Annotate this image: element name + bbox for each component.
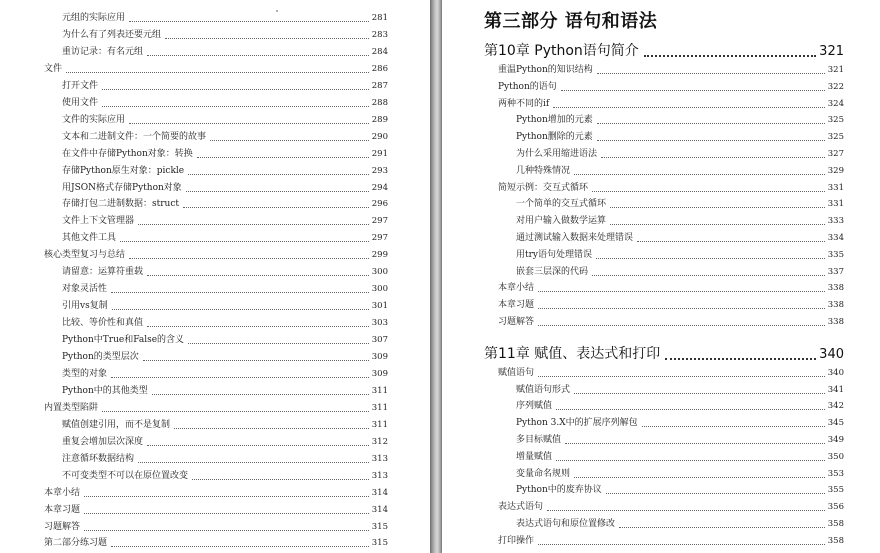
toc-entry-page: 293	[371, 165, 388, 176]
toc-entry-title: 类型的对象	[62, 368, 108, 379]
dot-leader	[188, 174, 369, 175]
toc-entry-page: 355	[827, 485, 844, 496]
toc-entry-page: 327	[827, 149, 844, 159]
toc-entry	[516, 484, 844, 496]
toc-entry-title: 重复会增加层次深度	[62, 436, 144, 447]
toc-entry-title: 几种特殊情况	[516, 165, 571, 176]
toc-entry	[62, 351, 388, 363]
toc-entry-page: 284	[371, 46, 388, 57]
dot-leader	[66, 72, 369, 73]
toc-entry-title: 表达式语句	[498, 502, 544, 513]
toc-entry-page: 315	[371, 521, 388, 532]
toc-entry-title: 重温Python的知识结构	[498, 65, 593, 75]
toc-entry	[62, 266, 388, 278]
dot-leader	[152, 394, 369, 395]
toc-entry-page: 289	[371, 114, 388, 125]
toc-entry-title: Python删除的元素	[516, 132, 593, 143]
toc-entry-title: Python中True和False的含义	[62, 335, 185, 346]
toc-entry-page: 314	[371, 487, 388, 498]
toc-entry-title: 文本和二进制文件：一个简要的故事	[62, 131, 207, 142]
toc-entry-title: 引用vs复制	[62, 301, 108, 312]
left-page	[0, 0, 430, 553]
toc-entry	[516, 417, 844, 429]
toc-entry	[44, 249, 388, 261]
toc-entry-page: 315	[371, 538, 388, 549]
toc-entry-title: Python的类型层次	[62, 352, 139, 362]
dot-leader	[129, 21, 369, 22]
toc-entry-page: 313	[371, 470, 388, 481]
toc-entry-title: 在文件中存储Python对象：转换	[62, 148, 193, 159]
dot-leader	[538, 291, 825, 292]
toc-entry	[62, 29, 388, 41]
toc-entry-title: Python的语句	[498, 81, 557, 92]
toc-entry	[516, 249, 844, 261]
toc-entry-page: 338	[827, 317, 844, 327]
dot-leader	[143, 360, 369, 361]
toc-entry	[498, 182, 844, 194]
toc-entry-title: 本章小结	[44, 487, 81, 498]
toc-entry	[516, 198, 844, 210]
toc-entry	[498, 98, 844, 110]
toc-entry-page: 338	[827, 283, 844, 294]
toc-entry	[516, 518, 844, 530]
toc-entry-page: 334	[827, 233, 844, 243]
toc-entry-title: 本章习题	[44, 504, 81, 515]
toc-entry-title: 文件	[44, 63, 63, 74]
toc-entry	[62, 80, 388, 92]
toc-entry	[62, 148, 388, 160]
toc-entry-page: 303	[371, 318, 388, 329]
toc-entry-title: 表达式语句和原位置修改	[516, 519, 616, 529]
toc-entry-title: 使用文件	[62, 97, 99, 108]
toc-entry	[44, 487, 388, 499]
toc-entry-title: 序列赋值	[516, 401, 553, 412]
toc-entry-title: 为什么采用缩进语法	[516, 149, 598, 159]
toc-entry-page: 325	[827, 132, 844, 143]
dot-leader	[147, 55, 369, 56]
toc-entry-page: 358	[827, 535, 844, 546]
toc-entry	[62, 12, 388, 24]
toc-entry	[62, 182, 388, 194]
toc-entry-title: 对用户输入做数学运算	[516, 216, 607, 227]
toc-entry-title: 注意循环数据结构	[62, 453, 135, 464]
toc-entry-title: 变量命名规则	[516, 468, 571, 479]
dot-leader	[597, 123, 825, 124]
toc-entry-title: 通过测试输入数据来处理错误	[516, 233, 634, 243]
toc-entry-title: Python中的其他类型	[62, 385, 148, 396]
dot-leader	[597, 140, 825, 141]
toc-entry-page: 297	[371, 216, 388, 227]
dot-leader	[197, 157, 369, 158]
toc-entry-page: 340	[819, 346, 844, 362]
toc-entry	[44, 504, 388, 516]
toc-entry	[498, 282, 844, 294]
dot-leader	[606, 493, 825, 494]
dot-leader	[186, 191, 369, 192]
dot-leader	[147, 326, 369, 327]
toc-entry	[62, 215, 388, 227]
toc-entry-page: 288	[371, 97, 388, 108]
dot-leader	[84, 496, 369, 497]
toc-entry-page: 281	[371, 13, 388, 23]
toc-entry-page: 309	[371, 368, 388, 379]
toc-entry	[62, 419, 388, 431]
toc-entry-title: 打印操作	[498, 535, 535, 546]
toc-entry-title: 为什么有了列表还要元组	[62, 29, 162, 40]
toc-entry-title: 请留意：运算符重载	[62, 267, 144, 278]
toc-entry-title: 两种不同的if	[498, 98, 550, 109]
toc-entry	[44, 521, 388, 533]
toc-entry-title: 第二部分练习题	[44, 538, 108, 549]
toc-entry-page: 300	[371, 284, 388, 295]
toc-entry-page: 287	[371, 80, 388, 91]
toc-entry	[62, 453, 388, 465]
dot-leader	[644, 55, 816, 57]
dot-leader	[556, 409, 825, 410]
dot-leader	[665, 358, 816, 360]
toc-entry-title: 重访记录：有名元组	[62, 46, 144, 57]
toc-entry-title: 文件的实际应用	[62, 114, 126, 125]
toc-entry	[62, 368, 388, 380]
toc-entry	[62, 114, 388, 126]
toc-entry-title: 打开文件	[62, 80, 99, 91]
toc-entry	[498, 535, 844, 547]
toc-entry-title: 本章习题	[498, 300, 535, 311]
dot-leader	[574, 393, 825, 394]
toc-entry-page: 290	[371, 131, 388, 142]
dot-leader	[111, 377, 369, 378]
dot-leader	[147, 445, 369, 446]
toc-entry	[516, 114, 844, 126]
dot-leader	[574, 477, 825, 478]
dot-leader	[642, 426, 825, 427]
toc-entry	[62, 232, 388, 244]
dot-leader	[574, 174, 825, 175]
dot-leader	[592, 275, 825, 276]
dot-leader	[619, 527, 825, 528]
toc-entry-page: 337	[827, 266, 844, 277]
dot-leader	[111, 546, 369, 547]
toc-entry	[516, 266, 844, 278]
toc-entry-page: 322	[827, 81, 844, 92]
toc-entry	[516, 384, 844, 396]
toc-entry-page: 321	[827, 65, 844, 75]
toc-entry-page: 299	[371, 250, 388, 261]
toc-entry-page: 321	[819, 44, 844, 59]
toc-entry-page: 283	[371, 29, 388, 40]
dot-leader	[538, 308, 825, 309]
toc-entry-page: 294	[371, 182, 388, 193]
toc-entry-title: 简短示例：交互式循环	[498, 182, 589, 193]
toc-entry	[62, 385, 388, 397]
toc-entry-title: 不可变类型不可以在原位置改变	[62, 470, 189, 481]
toc-entry	[44, 402, 388, 414]
toc-entry	[62, 283, 388, 295]
toc-entry-title: 对象灵活性	[62, 284, 108, 295]
toc-entry	[498, 367, 844, 379]
dot-leader	[147, 275, 369, 276]
toc-entry-title: Python中的废弃协议	[516, 485, 602, 496]
chapter-heading	[484, 345, 844, 363]
toc-entry	[516, 215, 844, 227]
toc-entry-page: 296	[371, 199, 388, 210]
dot-leader	[165, 38, 369, 39]
toc-entry-page: 312	[371, 436, 388, 447]
toc-entry-page: 335	[827, 249, 844, 260]
toc-entry-title: 习题解答	[44, 521, 81, 532]
toc-entry-title: 存储Python原生对象：pickle	[62, 165, 185, 176]
toc-entry	[516, 468, 844, 480]
toc-entry-page: 331	[827, 182, 844, 193]
toc-entry-page: 311	[371, 385, 388, 396]
toc-entry	[62, 198, 388, 210]
toc-entry-page: 345	[827, 418, 844, 429]
toc-entry-title: 习题解答	[498, 317, 535, 327]
dot-leader	[102, 106, 369, 107]
dot-leader	[596, 258, 825, 259]
toc-entry-page: 341	[827, 384, 844, 395]
dot-leader	[556, 460, 825, 461]
toc-entry	[62, 470, 388, 482]
toc-entry-title: 本章小结	[498, 283, 535, 294]
chapter-heading	[484, 42, 844, 60]
toc-entry	[516, 232, 844, 244]
dot-leader	[610, 224, 825, 225]
toc-entry-title: 多目标赋值	[516, 435, 562, 445]
dot-leader	[538, 544, 825, 545]
dot-leader	[637, 241, 825, 242]
part-title: 第三部分 语句和语法	[484, 11, 658, 32]
dot-leader	[183, 207, 369, 208]
toc-entry-title: 用JSON格式存储Python对象	[62, 182, 182, 193]
dot-leader	[538, 376, 825, 377]
toc-entry-page: 353	[827, 468, 844, 479]
dot-leader	[565, 443, 825, 444]
toc-entry-page: 342	[827, 401, 844, 412]
dot-leader	[112, 309, 369, 310]
toc-entry	[62, 317, 388, 329]
toc-entry	[62, 97, 388, 109]
dot-leader	[601, 157, 825, 158]
toc-entry-page: 340	[827, 367, 844, 378]
toc-entry-title: 第10章 Python语句简介	[484, 43, 639, 59]
toc-entry-page: 331	[827, 199, 844, 210]
toc-entry-page: 311	[371, 419, 388, 430]
dot-leader	[597, 73, 825, 74]
toc-entry-title: 第11章 赋值、表达式和打印	[484, 345, 661, 362]
toc-entry-page: 329	[827, 165, 844, 176]
toc-entry-page: 358	[827, 519, 844, 529]
toc-entry-title: 赋值语句形式	[516, 384, 571, 395]
dot-leader	[138, 462, 369, 463]
toc-entry	[498, 501, 844, 513]
toc-entry	[516, 434, 844, 446]
toc-entry	[62, 300, 388, 312]
dot-leader	[592, 191, 825, 192]
dot-leader	[129, 123, 369, 124]
toc-entry-page: 324	[827, 98, 844, 109]
dot-leader	[102, 89, 369, 90]
toc-entry-title: 核心类型复习与总结	[44, 250, 126, 261]
toc-entry-page: 333	[827, 216, 844, 227]
toc-entry-page: 301	[371, 301, 388, 312]
toc-entry-title: 其他文件工具	[62, 233, 117, 244]
toc-entry-title: 赋值语句	[498, 367, 535, 378]
dot-leader	[111, 292, 369, 293]
toc-entry	[62, 436, 388, 448]
toc-entry	[498, 64, 844, 76]
toc-entry-title: 用try语句处理错误	[516, 249, 593, 260]
toc-entry-page: 350	[827, 451, 844, 462]
dot-leader	[84, 513, 369, 514]
toc-entry-page: 307	[371, 335, 388, 346]
dot-leader	[538, 325, 825, 326]
toc-entry-title: 元组的实际应用	[62, 13, 126, 23]
toc-entry-page: 309	[371, 352, 388, 362]
dot-leader	[547, 510, 825, 511]
dot-leader	[120, 241, 369, 242]
toc-entry-title: 增量赋值	[516, 451, 553, 462]
toc-entry-page: 300	[371, 267, 388, 278]
dot-leader	[610, 207, 825, 208]
toc-entry-title: 一个简单的交互式循环	[516, 199, 607, 210]
toc-entry	[516, 148, 844, 160]
toc-entry-title: Python 3.X中的扩展序列解包	[516, 418, 638, 429]
toc-entry-page: 297	[371, 233, 388, 244]
toc-entry-page: 286	[371, 63, 388, 74]
toc-entry-page: 356	[827, 502, 844, 513]
toc-entry	[62, 46, 388, 58]
toc-entry-title: 比较、等价性和真值	[62, 318, 144, 329]
toc-entry-title: 赋值创建引用，而不是复制	[62, 419, 171, 430]
dot-leader	[129, 258, 369, 259]
right-page	[442, 0, 880, 553]
toc-entry	[516, 400, 844, 412]
book-gutter	[430, 0, 442, 553]
toc-entry-page: 349	[827, 435, 844, 445]
toc-entry	[62, 131, 388, 143]
dot-leader	[102, 411, 369, 412]
dot-leader	[561, 90, 825, 91]
toc-entry	[44, 63, 388, 75]
toc-entry	[44, 537, 388, 549]
dot-leader	[192, 479, 369, 480]
toc-entry-page: 325	[827, 115, 844, 126]
toc-entry	[498, 81, 844, 93]
toc-entry	[498, 299, 844, 311]
dot-leader	[210, 140, 369, 141]
toc-entry-page: 338	[827, 300, 844, 311]
toc-entry	[62, 334, 388, 346]
toc-entry-title: Python增加的元素	[516, 115, 593, 126]
toc-entry-page: 313	[371, 453, 388, 464]
scan-speck	[276, 10, 278, 12]
toc-entry-page: 314	[371, 504, 388, 515]
toc-entry	[62, 165, 388, 177]
toc-entry	[498, 316, 844, 328]
dot-leader	[138, 224, 369, 225]
dot-leader	[188, 343, 369, 344]
toc-entry	[516, 165, 844, 177]
toc-entry	[516, 451, 844, 463]
dot-leader	[84, 530, 369, 531]
dot-leader	[553, 107, 825, 108]
toc-entry-page: 291	[371, 148, 388, 159]
toc-entry-page: 311	[371, 402, 388, 413]
toc-entry	[516, 131, 844, 143]
toc-entry-title: 内置类型陷阱	[44, 402, 99, 413]
dot-leader	[174, 428, 369, 429]
toc-entry-title: 文件上下文管理器	[62, 216, 135, 227]
toc-entry-title: 存储打包二进制数据：struct	[62, 199, 179, 210]
toc-entry-title: 嵌套三层深的代码	[516, 266, 589, 277]
